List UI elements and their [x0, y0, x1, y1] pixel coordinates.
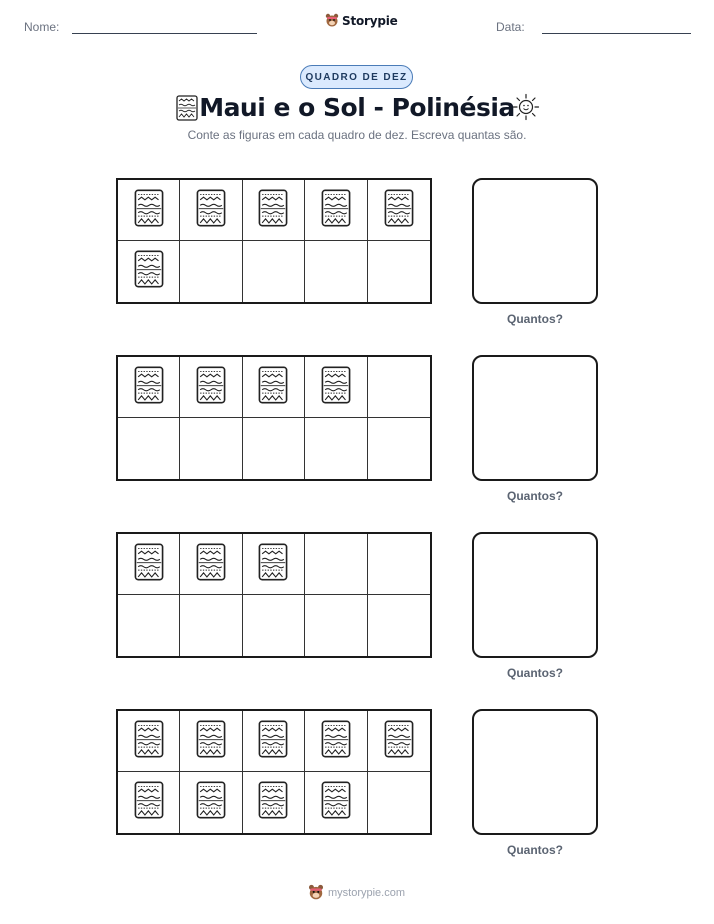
ten-frame-cell: [118, 711, 180, 772]
ten-frame-cell: [368, 595, 430, 656]
ten-frame-cell: [305, 180, 367, 241]
tapa-cloth-icon: [134, 189, 164, 232]
ten-frame-2: [116, 355, 432, 481]
answer-label-1: Quantos?: [507, 312, 563, 326]
ten-frame-3: [116, 532, 432, 658]
tapa-cloth-icon: [321, 366, 351, 409]
brand-name: Storypie: [342, 13, 398, 28]
ten-frame-cell: [180, 418, 242, 479]
footer: [308, 884, 405, 901]
brand-logo: [325, 13, 398, 28]
tapa-cloth-icon: [196, 366, 226, 409]
ten-frame-cell: [180, 711, 242, 772]
worksheet-type-badge: QUADRO DE DEZ: [300, 65, 413, 89]
ten-frame-cell: [118, 772, 180, 833]
ten-frame-cell: [368, 418, 430, 479]
ten-frame-cell: [180, 772, 242, 833]
tapa-cloth-icon: [258, 543, 288, 586]
footer-url: mystorypie.com: [328, 886, 406, 899]
ten-frame-cell: [180, 180, 242, 241]
ten-frame-cell: [243, 711, 305, 772]
answer-label-3: Quantos?: [507, 666, 563, 680]
date-line[interactable]: [542, 33, 691, 34]
tapa-cloth-icon: [134, 781, 164, 824]
answer-box-4[interactable]: [472, 709, 598, 835]
tapa-cloth-icon: [258, 720, 288, 763]
ten-frame-1: [116, 178, 432, 304]
title-row: [0, 90, 714, 126]
answer-box-3[interactable]: [472, 532, 598, 658]
ten-frame-cell: [243, 534, 305, 595]
tapa-cloth-icon: [134, 366, 164, 409]
ten-frame-cell: [118, 418, 180, 479]
ten-frame-cell: [368, 241, 430, 302]
ten-frame-cell: [180, 241, 242, 302]
page-title: Maui e o Sol - Polinésia: [199, 93, 515, 122]
answer-label-2: Quantos?: [507, 489, 563, 503]
tapa-cloth-icon: [258, 366, 288, 409]
date-label: Data:: [496, 20, 525, 34]
ten-frame-cell: [180, 595, 242, 656]
bear-mascot-icon: [325, 13, 339, 28]
ten-frame-4: [116, 709, 432, 835]
tapa-cloth-icon: [134, 250, 164, 293]
tapa-cloth-icon: [134, 720, 164, 763]
tapa-cloth-icon: [321, 189, 351, 232]
ten-frame-cell: [243, 418, 305, 479]
tapa-cloth-icon: [321, 720, 351, 763]
tapa-cloth-icon: [196, 543, 226, 586]
name-label: Nome:: [24, 20, 60, 34]
ten-frame-cell: [368, 772, 430, 833]
name-line[interactable]: [72, 33, 257, 34]
tapa-cloth-icon: [384, 189, 414, 232]
ten-frame-cell: [305, 241, 367, 302]
bear-mascot-icon: [308, 884, 324, 901]
ten-frame-cell: [305, 711, 367, 772]
ten-frame-cell: [118, 180, 180, 241]
sun-icon: [512, 93, 540, 126]
tapa-cloth-icon: [196, 781, 226, 824]
ten-frame-cell: [368, 357, 430, 418]
answer-box-2[interactable]: [472, 355, 598, 481]
tapa-cloth-icon: [384, 720, 414, 763]
ten-frame-cell: [368, 711, 430, 772]
ten-frame-cell: [305, 772, 367, 833]
tapa-cloth-icon: [258, 781, 288, 824]
ten-frame-cell: [243, 241, 305, 302]
tapa-cloth-icon: [196, 189, 226, 232]
tapa-cloth-icon: [258, 189, 288, 232]
ten-frame-cell: [118, 595, 180, 656]
ten-frame-cell: [118, 357, 180, 418]
tapa-cloth-icon: [134, 543, 164, 586]
ten-frame-cell: [305, 534, 367, 595]
ten-frame-cell: [305, 418, 367, 479]
answer-box-1[interactable]: [472, 178, 598, 304]
instructions: Conte as figuras em cada quadro de dez. Escreva quantas são.: [187, 128, 527, 142]
ten-frame-cell: [368, 180, 430, 241]
ten-frame-cell: [305, 357, 367, 418]
ten-frame-cell: [368, 534, 430, 595]
ten-frame-cell: [180, 357, 242, 418]
ten-frame-cell: [243, 357, 305, 418]
ten-frame-cell: [305, 595, 367, 656]
ten-frame-cell: [243, 595, 305, 656]
tapa-cloth-icon: [196, 720, 226, 763]
tapa-cloth-icon: [321, 781, 351, 824]
ten-frame-cell: [243, 180, 305, 241]
ten-frame-cell: [118, 241, 180, 302]
ten-frame-cell: [180, 534, 242, 595]
ten-frame-cell: [243, 772, 305, 833]
answer-label-4: Quantos?: [507, 843, 563, 857]
ten-frame-cell: [118, 534, 180, 595]
